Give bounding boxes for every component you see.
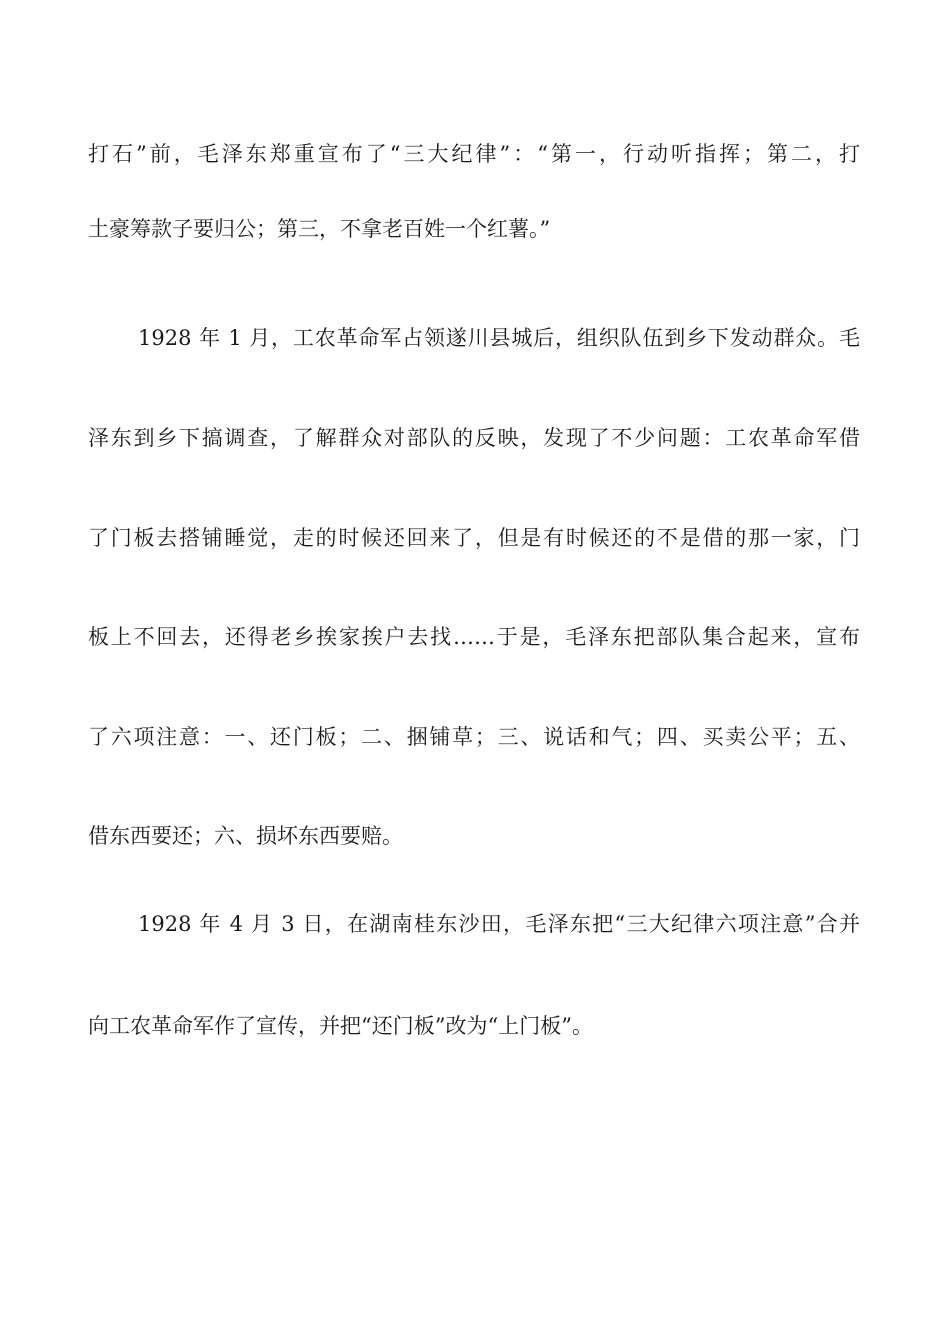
text-line-6: 板上不回去，还得老乡挨家挨户去找……于是，毛泽东把部队集合起来，宣布 xyxy=(88,625,860,649)
text-line-4: 泽东到乡下搞调查，了解群众对部队的反映，发现了不少问题：工农革命军借 xyxy=(88,426,860,450)
text-line-3: 1928 年 1 月，工农革命军占领遂川县城后，组织队伍到乡下发动群众。毛 xyxy=(138,326,860,350)
text-line-5: 了门板去搭铺睡觉，走的时候还回来了，但是有时候还的不是借的那一家，门 xyxy=(88,526,860,550)
text-line-2: 土豪筹款子要归公；第三，不拿老百姓一个红薯。” xyxy=(88,217,551,241)
text-line-1: 打石”前，毛泽东郑重宣布了“三大纪律”：“第一，行动听指挥；第二，打 xyxy=(88,142,860,166)
text-line-7: 了六项注意：一、还门板；二、捆铺草；三、说话和气；四、买卖公平；五、 xyxy=(88,725,860,749)
text-line-8: 借东西要还；六、损坏东西要赔。 xyxy=(88,824,403,848)
text-line-10: 向工农革命军作了宣传，并把“还门板”改为“上门板”。 xyxy=(88,1014,593,1038)
text-line-9: 1928 年 4 月 3 日，在湖南桂东沙田，毛泽东把“三大纪律六项注意”合并 xyxy=(138,912,860,936)
